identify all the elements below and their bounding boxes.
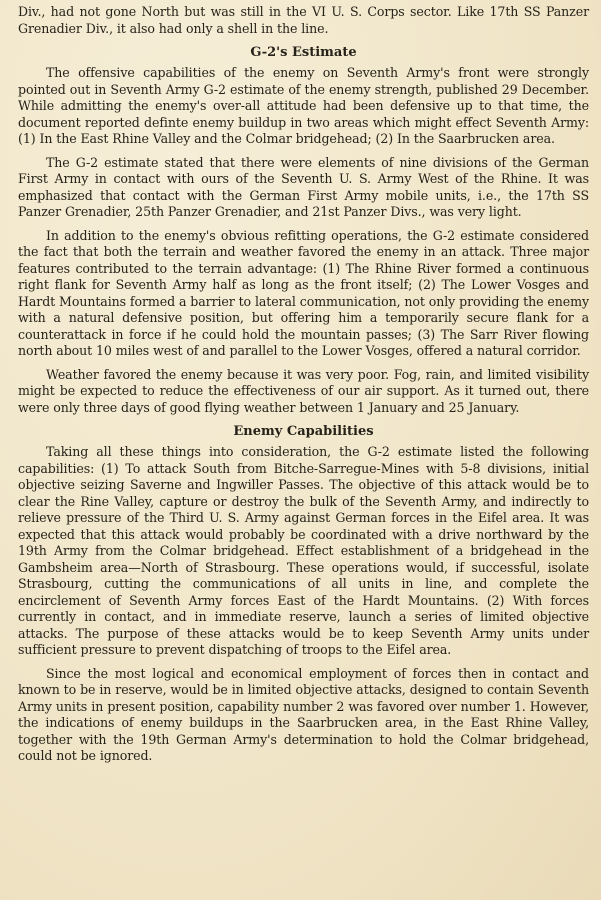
paragraph-limited-objective: Since the most logical and economical employment of forces then in contact and known to be in reserve, would be in limited objective attacks, designed to contain Seventh Army units in present position, capability number 2 was favored over number 1. However, the indications of enemy buildups in the Saarbrucken area, in the East Rhine Valley, together with the 19th German Army's determination to hold the Colmar bridgehead, could not be ignored. bbox=[18, 665, 589, 763]
paragraph-terrain: In addition to the enemy's obvious refitting operations, the G-2 estimate considered the fact that both the terrain and weather favored the enemy in an attack. Three major features contributed to the terrain advantage: (1) The Rhine River formed a continuous right flank for Seventh Army half as long as the front itself; (2) The Lower Vosges and Hardt Mountains formed a barrier to lateral communication, not only providing the enemy with a natural defensive position, but offering him a temporarily secure flank for a counterattack in force if he could hold the mountain passes; (3) The Sarr River flowing north about 10 miles west of and parallel to the Lower Vosges, offered a natural corridor. bbox=[18, 227, 589, 358]
paragraph-capabilities-list: Taking all these things into consideration, the G-2 estimate listed the following capabilities: (1) To attack South from Bitche-Sarregue-Mines with 5-8 divisions, initial objective seizing Saverne and Ingwiller Passes. The objective of this attack would be to clear the Rine Valley, capture or destroy the bulk of the Seventh Army, and indirectly to relieve pressure of the Third U. S. Army against German forces in the Eifel area. It was expected that this attack would probably be coordinated with a drive northward by the 19th Army from the Colmar bridgehead. Effect establishment of a bridgehead in the Gambsheim area—North of Strasbourg. These operations would, if successful, isolate Strasbourg, cutting the communications of all units in line, and complete the encirclement of Seventh Army forces East of the Hardt Mountains. (2) With forces currently in contact, and in immediate reserve, launch a series of limited objective attacks. The purpose of these attacks would be to keep Seventh Army units under sufficient pressure to prevent dispatching of troops to the Eifel area. bbox=[18, 444, 589, 657]
paragraph-nine-divisions: The G-2 estimate stated that there were elements of nine divisions of the German First Army in contact with ours of the Seventh U. S. Army West of the Rhine. It was emphasized that contact with the German First Army mobile units, i.e., the 17th SS Panzer Grenadier, 25th Panzer Grenadier, and 21st Panzer Divs., was very light. bbox=[18, 154, 589, 219]
paragraph-continuation: Div., had not gone North but was still in the VI U. S. Corps sector. Like 17th SS Panzer Grenadier Div., it also had only a shell in the line. bbox=[18, 4, 589, 36]
paragraph-weather: Weather favored the enemy because it was very poor. Fog, rain, and limited visibility might be expected to reduce the effectiveness of our air support. As it turned out, there were only three days of good flying weather between 1 January and 25 January. bbox=[18, 366, 589, 415]
section-heading-g2-estimate: G-2's Estimate bbox=[250, 45, 357, 60]
section-heading-enemy-capabilities: Enemy Capabilities bbox=[233, 424, 374, 439]
paragraph-offensive-capabilities: The offensive capabilities of the enemy on Seventh Army's front were strongly pointed out in Seventh Army G-2 estimate of the enemy strength, published 29 December. While admitting the enemy's over-all attitude had been defensive up to that time, the document reported definte enemy buildup in two areas which might effect Seventh Army: (1) In the East Rhine Valley and the Colmar bridgehead; (2) In the Saarbrucken area. bbox=[18, 65, 589, 146]
